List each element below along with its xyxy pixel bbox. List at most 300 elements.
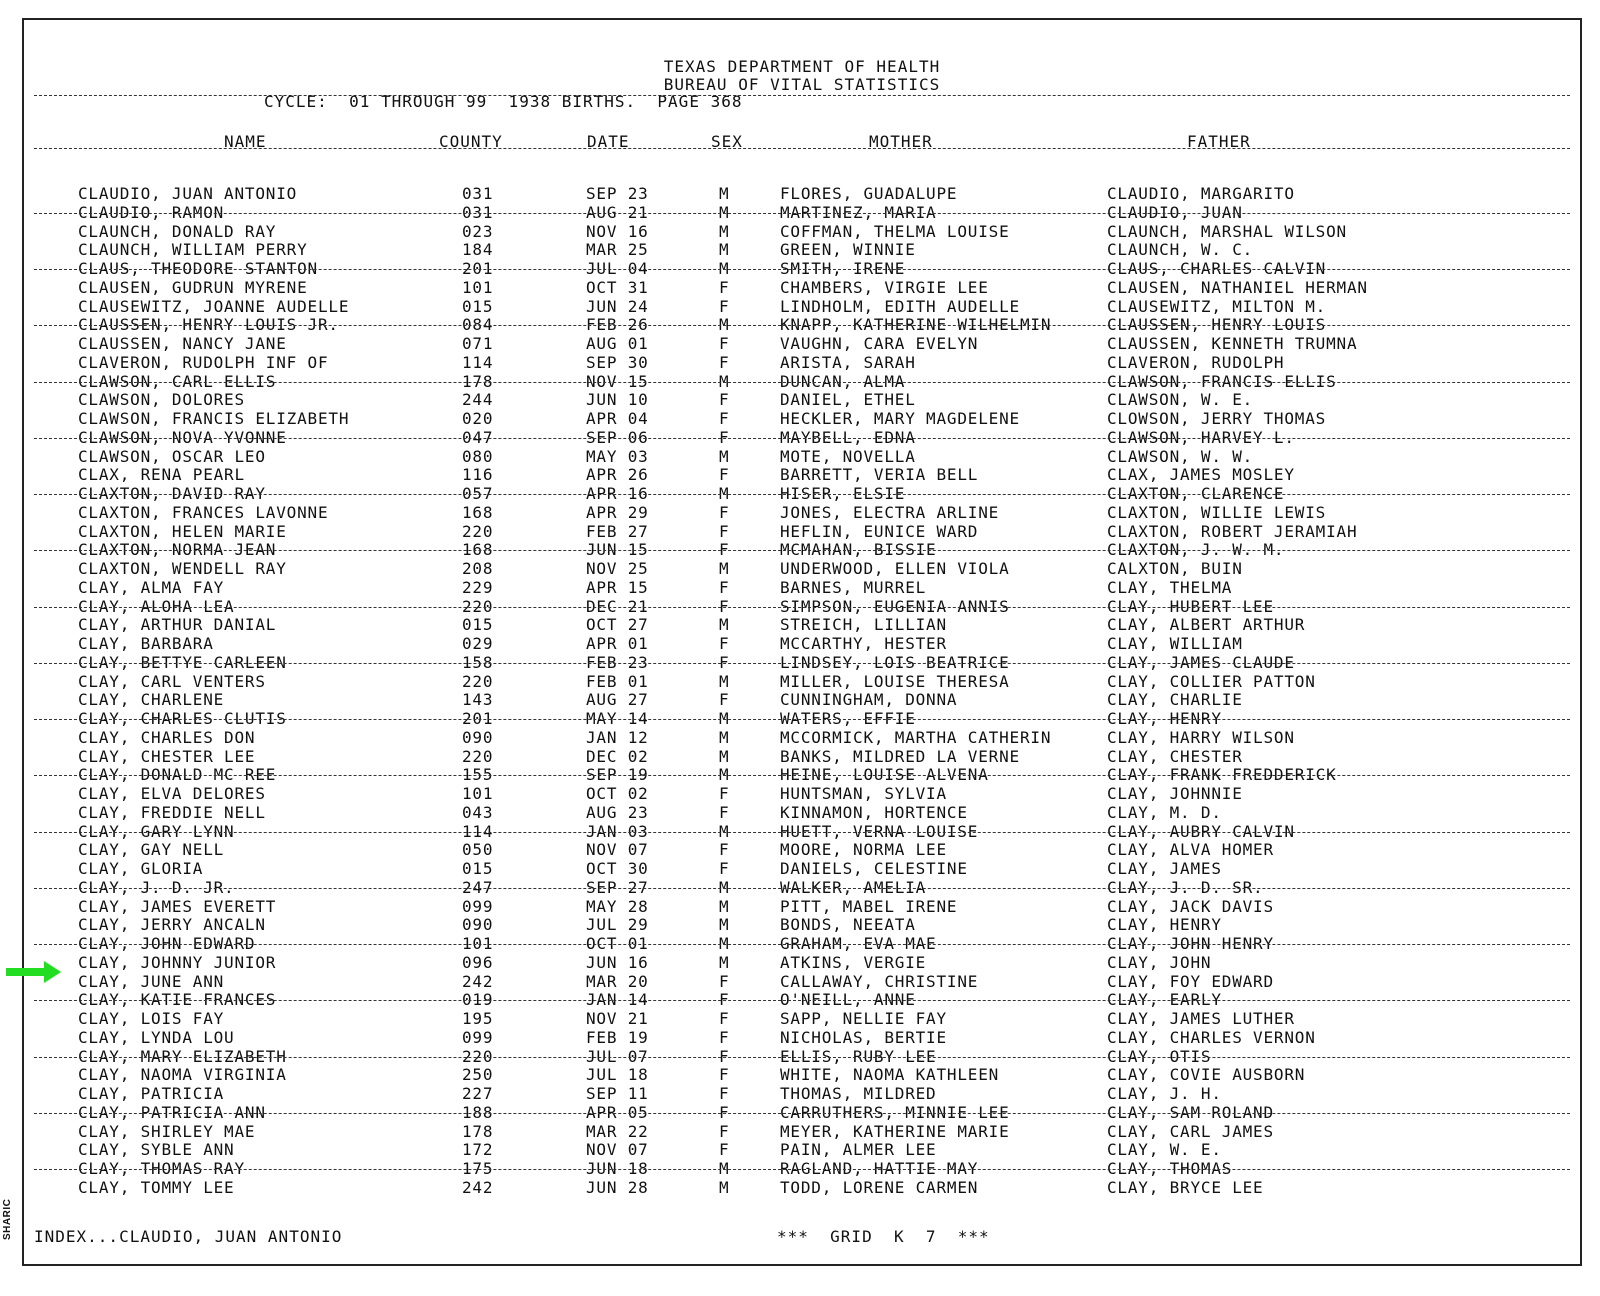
record-name: CLAXTON, NORMA JEAN bbox=[78, 540, 277, 560]
record-county: 220 bbox=[462, 671, 494, 691]
record-date: JAN 14 bbox=[586, 990, 649, 1010]
record-name: CLAY, SHIRLEY MAE bbox=[78, 1121, 256, 1141]
record-sex: F bbox=[719, 521, 730, 541]
record-date: APR 05 bbox=[586, 1102, 649, 1122]
record-county: 201 bbox=[462, 259, 494, 278]
record-father: CLOWSON, JERRY THOMAS bbox=[1107, 409, 1327, 428]
record-name: CLAY, LYNDA LOU bbox=[78, 1027, 235, 1047]
record-name: CLAY, TOMMY LEE bbox=[78, 1177, 235, 1197]
record-row bbox=[24, 579, 1580, 598]
record-row bbox=[24, 560, 1580, 579]
record-row bbox=[24, 391, 1580, 410]
record-date: JUN 16 bbox=[586, 952, 649, 972]
record-name: CLAWSON, CARL ELLIS bbox=[78, 371, 277, 391]
record-mother: NICHOLAS, BERTIE bbox=[780, 1027, 947, 1047]
record-sex: F bbox=[719, 502, 730, 522]
record-row bbox=[24, 185, 1580, 204]
record-father: CLAY, CARL JAMES bbox=[1107, 1121, 1274, 1141]
record-county: 188 bbox=[462, 1102, 494, 1122]
record-row bbox=[24, 1104, 1580, 1123]
grid-footer: *** GRID K 7 *** bbox=[777, 1227, 990, 1246]
record-county: 175 bbox=[462, 1159, 494, 1178]
record-name: CLAY, MARY ELIZABETH bbox=[78, 1046, 287, 1066]
record-date: MAR 20 bbox=[586, 971, 649, 991]
record-mother: HECKLER, MARY MAGDELENE bbox=[780, 409, 1020, 428]
record-father: CLAUSSEN, KENNETH TRUMNA bbox=[1107, 334, 1358, 353]
record-row bbox=[24, 973, 1580, 992]
record-mother: CUNNINGHAM, DONNA bbox=[780, 690, 958, 710]
record-father: CLAY, HARRY WILSON bbox=[1107, 727, 1295, 747]
record-father: CLAY, HENRY bbox=[1107, 709, 1222, 728]
record-mother: O'NEILL, ANNE bbox=[780, 990, 916, 1010]
record-mother: MILLER, LOUISE THERESA bbox=[780, 671, 1010, 691]
record-sex: F bbox=[719, 690, 730, 710]
header-sex: SEX bbox=[711, 132, 743, 151]
record-father: CLAY, FOY EDWARD bbox=[1107, 971, 1274, 991]
record-sex: M bbox=[719, 184, 730, 203]
record-name: CLAY, PATRICIA ANN bbox=[78, 1102, 266, 1122]
record-row bbox=[24, 991, 1580, 1010]
header-father: FATHER bbox=[1187, 132, 1251, 151]
record-county: 090 bbox=[462, 727, 494, 747]
record-date: NOV 15 bbox=[586, 371, 649, 391]
record-row bbox=[24, 204, 1580, 223]
record-row bbox=[24, 485, 1580, 504]
record-father: CLAXTON, ROBERT JERAMIAH bbox=[1107, 521, 1358, 541]
record-county: 080 bbox=[462, 446, 494, 466]
record-father: CLAVERON, RUDOLPH bbox=[1107, 352, 1285, 372]
record-mother: STREICH, LILLIAN bbox=[780, 615, 947, 635]
record-county: 101 bbox=[462, 934, 494, 953]
record-sex: M bbox=[719, 221, 730, 241]
record-county: 031 bbox=[462, 202, 494, 222]
record-county: 114 bbox=[462, 821, 494, 841]
record-father: CLAY, CHESTER bbox=[1107, 746, 1243, 766]
record-county: 244 bbox=[462, 390, 494, 410]
record-sex: M bbox=[719, 746, 730, 766]
record-mother: MCMAHAN, BISSIE bbox=[780, 540, 937, 560]
record-name: CLAWSON, FRANCIS ELIZABETH bbox=[78, 409, 350, 428]
record-mother: CHAMBERS, VIRGIE LEE bbox=[780, 277, 989, 297]
record-date: FEB 23 bbox=[586, 652, 649, 672]
record-mother: PAIN, ALMER LEE bbox=[780, 1140, 937, 1160]
record-father: CLAWSON, HARVEY L. bbox=[1107, 427, 1295, 447]
record-row bbox=[24, 860, 1580, 879]
record-date: OCT 27 bbox=[586, 615, 649, 635]
record-name: CLAXTON, WENDELL RAY bbox=[78, 559, 287, 578]
header-date: DATE bbox=[587, 132, 630, 151]
record-sex: F bbox=[719, 465, 730, 485]
record-sex: F bbox=[719, 840, 730, 860]
record-father: CLAY, W. E. bbox=[1107, 1140, 1222, 1160]
record-mother: HUETT, VERNA LOUISE bbox=[780, 821, 979, 841]
record-row bbox=[24, 241, 1580, 260]
record-mother: GREEN, WINNIE bbox=[780, 240, 916, 260]
record-father: CLAY, JOHNNIE bbox=[1107, 784, 1243, 803]
record-father: CLAY, SAM ROLAND bbox=[1107, 1102, 1274, 1122]
record-mother: BARRETT, VERIA BELL bbox=[780, 465, 979, 485]
record-date: FEB 19 bbox=[586, 1027, 649, 1047]
record-sex: M bbox=[719, 371, 730, 391]
record-sex: F bbox=[719, 1121, 730, 1141]
record-county: 116 bbox=[462, 465, 494, 485]
record-mother: LINDSEY, LOIS BEATRICE bbox=[780, 652, 1010, 672]
record-mother: UNDERWOOD, ELLEN VIOLA bbox=[780, 559, 1010, 578]
record-row bbox=[24, 598, 1580, 617]
record-father: CLAY, COVIE AUSBORN bbox=[1107, 1065, 1306, 1085]
record-sex: M bbox=[719, 202, 730, 222]
cycle-info: CYCLE: 01 THROUGH 99 1938 BIRTHS. PAGE 368 bbox=[264, 92, 743, 111]
record-county: 019 bbox=[462, 990, 494, 1010]
record-name: CLAY, CHESTER LEE bbox=[78, 746, 256, 766]
record-sex: M bbox=[719, 259, 730, 278]
record-county: 084 bbox=[462, 315, 494, 335]
record-county: 201 bbox=[462, 709, 494, 728]
record-date: JUL 18 bbox=[586, 1065, 649, 1085]
record-father: CLAY, THOMAS bbox=[1107, 1159, 1233, 1178]
record-county: 178 bbox=[462, 1121, 494, 1141]
record-row bbox=[24, 466, 1580, 485]
record-father: CLAY, HUBERT LEE bbox=[1107, 596, 1274, 616]
record-date: APR 26 bbox=[586, 465, 649, 485]
record-mother: CARRUTHERS, MINNIE LEE bbox=[780, 1102, 1010, 1122]
record-row bbox=[24, 373, 1580, 392]
record-date: SEP 30 bbox=[586, 352, 649, 372]
record-father: CLAXTON, CLARENCE bbox=[1107, 484, 1285, 503]
record-mother: WHITE, NAOMA KATHLEEN bbox=[780, 1065, 1000, 1085]
record-county: 114 bbox=[462, 352, 494, 372]
record-county: 158 bbox=[462, 652, 494, 672]
record-date: FEB 27 bbox=[586, 521, 649, 541]
column-headers bbox=[24, 132, 1580, 152]
record-date: MAR 22 bbox=[586, 1121, 649, 1141]
record-row bbox=[24, 823, 1580, 842]
record-mother: DUNCAN, ALMA bbox=[780, 371, 906, 391]
record-father: CLAY, BRYCE LEE bbox=[1107, 1177, 1264, 1197]
record-county: 023 bbox=[462, 221, 494, 241]
record-date: DEC 21 bbox=[586, 596, 649, 616]
record-row bbox=[24, 635, 1580, 654]
record-row bbox=[24, 541, 1580, 560]
record-sex: M bbox=[719, 934, 730, 953]
record-county: 099 bbox=[462, 1027, 494, 1047]
record-mother: MCCORMICK, MARTHA CATHERIN bbox=[780, 727, 1052, 747]
record-row bbox=[24, 354, 1580, 373]
record-mother: LINDHOLM, EDITH AUDELLE bbox=[780, 296, 1020, 316]
record-date: MAY 03 bbox=[586, 446, 649, 466]
record-name: CLAY, THOMAS RAY bbox=[78, 1159, 245, 1178]
record-sex: F bbox=[719, 1084, 730, 1103]
record-row bbox=[24, 916, 1580, 935]
record-county: 029 bbox=[462, 634, 494, 653]
highlight-arrow-icon bbox=[6, 961, 61, 983]
record-mother: TODD, LORENE CARMEN bbox=[780, 1177, 979, 1197]
record-name: CLAUS, THEODORE STANTON bbox=[78, 259, 318, 278]
record-county: 220 bbox=[462, 521, 494, 541]
record-father: CLAWSON, FRANCIS ELLIS bbox=[1107, 371, 1337, 391]
record-date: SEP 23 bbox=[586, 184, 649, 203]
record-date: AUG 21 bbox=[586, 202, 649, 222]
record-sex: F bbox=[719, 277, 730, 297]
record-date: AUG 27 bbox=[586, 690, 649, 710]
record-row bbox=[24, 260, 1580, 279]
record-row bbox=[24, 804, 1580, 823]
record-father: CLAY, J. D. SR. bbox=[1107, 877, 1264, 897]
record-row bbox=[24, 1160, 1580, 1179]
record-row bbox=[24, 935, 1580, 954]
record-sex: M bbox=[719, 484, 730, 503]
record-name: CLAUSSEN, NANCY JANE bbox=[78, 334, 287, 353]
record-date: MAY 14 bbox=[586, 709, 649, 728]
record-father: CLAXTON, WILLIE LEWIS bbox=[1107, 502, 1327, 522]
record-date: OCT 31 bbox=[586, 277, 649, 297]
record-father: CLAXTON, J. W. M. bbox=[1107, 540, 1285, 560]
record-name: CLAWSON, DOLORES bbox=[78, 390, 245, 410]
record-county: 096 bbox=[462, 952, 494, 972]
record-date: AUG 01 bbox=[586, 334, 649, 353]
document-frame bbox=[22, 18, 1582, 1266]
record-date: JUL 04 bbox=[586, 259, 649, 278]
record-father: CLAY, ALVA HOMER bbox=[1107, 840, 1274, 860]
record-father: CLAY, ALBERT ARTHUR bbox=[1107, 615, 1306, 635]
record-father: CLAUNCH, MARSHAL WILSON bbox=[1107, 221, 1347, 241]
record-name: CLAWSON, NOVA YVONNE bbox=[78, 427, 287, 447]
record-sex: F bbox=[719, 427, 730, 447]
record-name: CLAUSEN, GUDRUN MYRENE bbox=[78, 277, 308, 297]
record-mother: GRAHAM, EVA MAE bbox=[780, 934, 937, 953]
record-father: CLAY, EARLY bbox=[1107, 990, 1222, 1010]
record-father: CALXTON, BUIN bbox=[1107, 559, 1243, 578]
record-sex: F bbox=[719, 1046, 730, 1066]
record-mother: MCCARTHY, HESTER bbox=[780, 634, 947, 653]
record-county: 220 bbox=[462, 1046, 494, 1066]
record-name: CLAY, JERRY ANCALN bbox=[78, 915, 266, 935]
record-row bbox=[24, 691, 1580, 710]
record-father: CLAWSON, W. E. bbox=[1107, 390, 1254, 410]
record-date: APR 16 bbox=[586, 484, 649, 503]
record-sex: M bbox=[719, 1177, 730, 1197]
record-county: 031 bbox=[462, 184, 494, 203]
record-mother: MARTINEZ, MARIA bbox=[780, 202, 937, 222]
record-sex: F bbox=[719, 296, 730, 316]
record-name: CLAUNCH, WILLIAM PERRY bbox=[78, 240, 308, 260]
record-father: CLAY, JACK DAVIS bbox=[1107, 896, 1274, 916]
record-mother: DANIELS, CELESTINE bbox=[780, 859, 968, 878]
record-county: 242 bbox=[462, 1177, 494, 1197]
record-county: 220 bbox=[462, 596, 494, 616]
record-name: CLAUDIO, JUAN ANTONIO bbox=[78, 184, 298, 203]
record-date: NOV 16 bbox=[586, 221, 649, 241]
record-date: SEP 19 bbox=[586, 765, 649, 785]
birth-records-list bbox=[24, 185, 1580, 1198]
record-row bbox=[24, 1066, 1580, 1085]
record-sex: F bbox=[719, 784, 730, 803]
record-mother: HUNTSMAN, SYLVIA bbox=[780, 784, 947, 803]
record-sex: M bbox=[719, 727, 730, 747]
record-date: SEP 06 bbox=[586, 427, 649, 447]
record-sex: F bbox=[719, 596, 730, 616]
bureau-title: BUREAU OF VITAL STATISTICS bbox=[663, 75, 941, 94]
record-county: 172 bbox=[462, 1140, 494, 1160]
record-county: 047 bbox=[462, 427, 494, 447]
record-father: CLAY, CHARLIE bbox=[1107, 690, 1243, 710]
record-date: AUG 23 bbox=[586, 802, 649, 822]
record-row bbox=[24, 841, 1580, 860]
record-date: SEP 27 bbox=[586, 877, 649, 897]
record-father: CLAY, M. D. bbox=[1107, 802, 1222, 822]
record-father: CLAY, HENRY bbox=[1107, 915, 1222, 935]
record-mother: WATERS, EFFIE bbox=[780, 709, 916, 728]
record-row bbox=[24, 766, 1580, 785]
record-name: CLAY, NAOMA VIRGINIA bbox=[78, 1065, 287, 1085]
record-date: JUN 18 bbox=[586, 1159, 649, 1178]
record-county: 229 bbox=[462, 577, 494, 597]
record-date: JUN 28 bbox=[586, 1177, 649, 1197]
record-father: CLAY, JAMES bbox=[1107, 859, 1222, 878]
record-mother: KINNAMON, HORTENCE bbox=[780, 802, 968, 822]
record-name: CLAY, GAY NELL bbox=[78, 840, 225, 860]
record-mother: JONES, ELECTRA ARLINE bbox=[780, 502, 1000, 522]
record-sex: F bbox=[719, 334, 730, 353]
record-father: CLAY, OTIS bbox=[1107, 1046, 1212, 1066]
record-date: OCT 01 bbox=[586, 934, 649, 953]
record-mother: MAYBELL, EDNA bbox=[780, 427, 916, 447]
record-date: APR 15 bbox=[586, 577, 649, 597]
record-name: CLAUDIO, RAMON bbox=[78, 202, 225, 222]
record-mother: WALKER, AMELIA bbox=[780, 877, 927, 897]
record-date: NOV 25 bbox=[586, 559, 649, 578]
record-mother: DANIEL, ETHEL bbox=[780, 390, 916, 410]
record-father: CLAY, THELMA bbox=[1107, 577, 1233, 597]
record-date: NOV 21 bbox=[586, 1009, 649, 1028]
record-name: CLAVERON, RUDOLPH INF OF bbox=[78, 352, 329, 372]
record-name: CLAY, JOHNNY JUNIOR bbox=[78, 952, 277, 972]
record-county: 057 bbox=[462, 484, 494, 503]
record-row bbox=[24, 1179, 1580, 1198]
record-county: 168 bbox=[462, 540, 494, 560]
record-sex: M bbox=[719, 1159, 730, 1178]
record-name: CLAY, SYBLE ANN bbox=[78, 1140, 235, 1160]
header-name: NAME bbox=[224, 132, 267, 151]
record-name: CLAWSON, OSCAR LEO bbox=[78, 446, 266, 466]
record-name: CLAY, ALMA FAY bbox=[78, 577, 225, 597]
record-date: FEB 01 bbox=[586, 671, 649, 691]
record-sex: M bbox=[719, 240, 730, 260]
record-row bbox=[24, 898, 1580, 917]
record-mother: BONDS, NEEATA bbox=[780, 915, 916, 935]
record-county: 208 bbox=[462, 559, 494, 578]
record-row bbox=[24, 879, 1580, 898]
record-date: APR 04 bbox=[586, 409, 649, 428]
record-name: CLAY, LOIS FAY bbox=[78, 1009, 225, 1028]
record-sex: F bbox=[719, 1009, 730, 1028]
record-mother: ATKINS, VERGIE bbox=[780, 952, 927, 972]
record-name: CLAY, BARBARA bbox=[78, 634, 214, 653]
record-name: CLAY, CHARLES CLUTIS bbox=[78, 709, 287, 728]
record-name: CLAY, FREDDIE NELL bbox=[78, 802, 266, 822]
record-sex: F bbox=[719, 990, 730, 1010]
record-name: CLAXTON, DAVID RAY bbox=[78, 484, 266, 503]
record-name: CLAY, GLORIA bbox=[78, 859, 204, 878]
record-father: CLAY, WILLIAM bbox=[1107, 634, 1243, 653]
record-row bbox=[24, 1085, 1580, 1104]
record-name: CLAY, JAMES EVERETT bbox=[78, 896, 277, 916]
record-sex: M bbox=[719, 821, 730, 841]
record-mother: HISER, ELSIE bbox=[780, 484, 906, 503]
record-sex: M bbox=[719, 915, 730, 935]
record-row bbox=[24, 748, 1580, 767]
record-row bbox=[24, 223, 1580, 242]
record-county: 247 bbox=[462, 877, 494, 897]
record-date: JUN 10 bbox=[586, 390, 649, 410]
record-sex: M bbox=[719, 765, 730, 785]
record-date: MAR 25 bbox=[586, 240, 649, 260]
record-father: CLAUDIO, MARGARITO bbox=[1107, 184, 1295, 203]
record-county: 195 bbox=[462, 1009, 494, 1028]
record-row bbox=[24, 729, 1580, 748]
record-name: CLAY, JOHN EDWARD bbox=[78, 934, 256, 953]
record-county: 050 bbox=[462, 840, 494, 860]
record-row bbox=[24, 673, 1580, 692]
record-mother: PITT, MABEL IRENE bbox=[780, 896, 958, 916]
record-name: CLAY, JUNE ANN bbox=[78, 971, 225, 991]
record-mother: RAGLAND, HATTIE MAY bbox=[780, 1159, 979, 1178]
record-mother: VAUGHN, CARA EVELYN bbox=[780, 334, 979, 353]
record-county: 020 bbox=[462, 409, 494, 428]
record-father: CLAUSEWITZ, MILTON M. bbox=[1107, 296, 1327, 316]
record-sex: M bbox=[719, 315, 730, 335]
record-father: CLAY, FRANK FREDDERICK bbox=[1107, 765, 1337, 785]
record-father: CLAY, JOHN bbox=[1107, 952, 1212, 972]
record-county: 184 bbox=[462, 240, 494, 260]
record-county: 099 bbox=[462, 896, 494, 916]
record-sex: F bbox=[719, 971, 730, 991]
record-mother: CALLAWAY, CHRISTINE bbox=[780, 971, 979, 991]
record-date: FEB 26 bbox=[586, 315, 649, 335]
record-sex: F bbox=[719, 390, 730, 410]
record-sex: M bbox=[719, 896, 730, 916]
record-sex: F bbox=[719, 352, 730, 372]
record-row bbox=[24, 523, 1580, 542]
record-name: CLAY, DONALD MC REE bbox=[78, 765, 277, 785]
record-name: CLAY, PATRICIA bbox=[78, 1084, 225, 1103]
record-name: CLAY, ARTHUR DANIAL bbox=[78, 615, 277, 635]
record-sex: F bbox=[719, 1065, 730, 1085]
record-name: CLAUNCH, DONALD RAY bbox=[78, 221, 277, 241]
index-footer: INDEX...CLAUDIO, JUAN ANTONIO bbox=[34, 1227, 343, 1246]
record-name: CLAXTON, HELEN MARIE bbox=[78, 521, 287, 541]
record-sex: M bbox=[719, 671, 730, 691]
record-name: CLAY, ELVA DELORES bbox=[78, 784, 266, 803]
record-mother: ARISTA, SARAH bbox=[780, 352, 916, 372]
record-row bbox=[24, 954, 1580, 973]
record-row bbox=[24, 1141, 1580, 1160]
record-date: NOV 07 bbox=[586, 1140, 649, 1160]
record-sex: F bbox=[719, 859, 730, 878]
record-row bbox=[24, 1048, 1580, 1067]
record-name: CLAUSEWITZ, JOANNE AUDELLE bbox=[78, 296, 350, 316]
record-mother: HEFLIN, EUNICE WARD bbox=[780, 521, 979, 541]
record-date: OCT 02 bbox=[586, 784, 649, 803]
record-county: 250 bbox=[462, 1065, 494, 1085]
record-sex: F bbox=[719, 1027, 730, 1047]
record-row bbox=[24, 335, 1580, 354]
record-county: 155 bbox=[462, 765, 494, 785]
record-name: CLAUSSEN, HENRY LOUIS JR. bbox=[78, 315, 339, 335]
record-date: JAN 03 bbox=[586, 821, 649, 841]
record-father: CLAY, JOHN HENRY bbox=[1107, 934, 1274, 953]
record-name: CLAY, ALOHA LEA bbox=[78, 596, 235, 616]
